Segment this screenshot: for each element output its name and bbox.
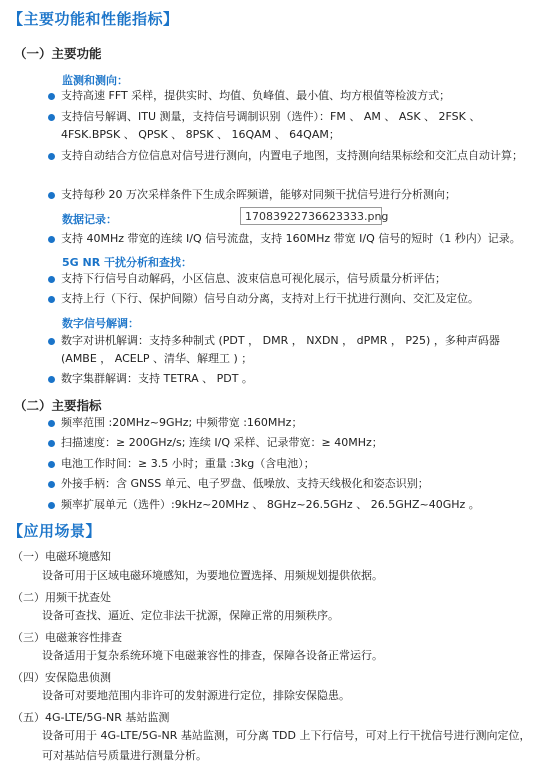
bullet-dot-icon: [48, 338, 55, 345]
scene-heading: （二）用频干扰查处: [12, 591, 111, 604]
bullet-dot-icon: [48, 502, 55, 509]
bullet-dot-icon: [48, 192, 55, 199]
list-item-text: 外接手柄：含 GNSS 单元、电子罗盘、低噪放、支持天线极化和姿态识别；: [61, 477, 429, 490]
list-item: [48, 370, 528, 388]
bullet-dot-icon: [48, 481, 55, 488]
list-item: [48, 186, 528, 204]
scene-description: 设备可对要地范围内非许可的发射源进行定位，排除安保隐患。: [42, 689, 350, 702]
bullet-dot-icon: [48, 420, 55, 427]
list-item-text: 支持每秒 20 万次采样条件下生成余晖频谱，能够对同频干扰信号进行分析测向；: [61, 188, 456, 201]
bullet-dot-icon: [48, 296, 55, 303]
bullet-dot-icon: [48, 376, 55, 383]
bullet-dot-icon: [48, 276, 55, 283]
list-item-text: 频率扩展单元（选件）:9kHz~20MHz 、 8GHz~26.5GHz 、 26.5GHZ~40GHz 。: [61, 498, 480, 511]
bullet-dot-icon: [48, 114, 55, 121]
category-recording-title: 数据记录：: [62, 213, 117, 226]
bullet-dot-icon: [48, 93, 55, 100]
list-item: [48, 290, 528, 308]
scene-heading: （一）电磁环境感知: [12, 550, 111, 563]
image-filename-label: 17083922736623333.png: [240, 207, 382, 225]
list-item: [48, 475, 528, 493]
scene-heading: （四）安保隐患侦测: [12, 671, 111, 684]
bullet-dot-icon: [48, 440, 55, 447]
category-digital-title: 数字信号解调：: [62, 317, 139, 330]
subsection-title-main-specs: （二）主要指标: [14, 398, 102, 413]
list-item-text: 扫描速度：≥ 200GHz/s; 连续 I/Q 采样、记录带宽：≥ 40MHz；: [61, 436, 383, 449]
list-item: [48, 496, 528, 514]
list-item-text: 支持下行信号自动解码，小区信息、波束信息可视化展示，信号质量分析评估；: [61, 272, 446, 285]
scene-description: 设备可查找、逼近、定位非法干扰源，保障正常的用频秩序。: [42, 609, 339, 622]
list-item-text: 支持 40MHz 带宽的连续 I/Q 信号流盘，支持 160MHz 带宽 I/Q 信号的短时（1 秒内）记录。: [61, 232, 521, 245]
bullet-dot-icon: [48, 236, 55, 243]
bullet-dot-icon: [48, 461, 55, 468]
list-item-text: 支持信号解调、ITU 测量，支持信号调制识别（选件）：FM 、 AM 、 ASK 、 2FSK 、 4FSK.BPSK 、 QPSK 、 8PSK 、 16QAM 、 64QAM；: [61, 110, 481, 141]
list-item-text: 支持自动结合方位信息对信号进行测向，内置电子地图，支持测向结果标绘和交汇点自动计算；: [61, 149, 523, 162]
scene-heading: （三）电磁兼容性排查: [12, 631, 122, 644]
list-item-text: 支持上行（下行、保护间隙）信号自动分离，支持对上行干扰进行测向、交汇及定位。: [61, 292, 479, 305]
list-item-text: 电池工作时间：≥ 3.5 小时；重量 :3kg（含电池）；: [61, 457, 315, 470]
scene-description: 设备可用于区域电磁环境感知，为要地位置选择、用频规划提供依据。: [42, 569, 383, 582]
list-item-text: 数字对讲机解调：支持多种制式 (PDT ， DMR ， NXDN ， dPMR ， P25) ，多种声码器 (AMBE ， ACELP 、清华、解理工 ) ；: [61, 334, 500, 365]
list-item: [48, 87, 528, 105]
subsection-title-main-functions: （一）主要功能: [14, 46, 102, 61]
section-title-applications: 【应用场景】: [8, 522, 102, 540]
section-title-functions: 【主要功能和性能指标】: [8, 10, 179, 28]
list-item: [48, 455, 528, 473]
category-5g-nr-title: 5G NR 干扰分析和查找：: [62, 256, 193, 269]
list-item: [48, 108, 528, 144]
scene-description: 设备可用于 4G-LTE/5G-NR 基站监测，可分离 TDD 上下行信号，可对上行干扰信号进行测向定位，可对基站信号质量进行测量分析。: [42, 729, 531, 762]
category-monitoring-title: 监测和测向：: [62, 74, 128, 87]
list-item-text: 支持高速 FFT 采样，提供实时、均值、负峰值、最小值、均方根值等检波方式；: [61, 89, 451, 102]
list-item: [48, 414, 528, 432]
bullet-dot-icon: [48, 153, 55, 160]
list-item-text: 频率范围 :20MHz~9GHz; 中频带宽 :160MHz；: [61, 416, 303, 429]
list-item: [48, 434, 528, 452]
list-item: [48, 270, 528, 288]
list-item-text: 数字集群解调：支持 TETRA 、 PDT 。: [61, 372, 253, 385]
scene-description: 设备适用于复杂系统环境下电磁兼容性的排查，保障各设备正常运行。: [42, 649, 383, 662]
list-item: [48, 230, 528, 248]
list-item: [48, 332, 528, 368]
list-item: [48, 147, 528, 165]
scene-heading: （五）4G-LTE/5G-NR 基站监测: [12, 711, 170, 724]
